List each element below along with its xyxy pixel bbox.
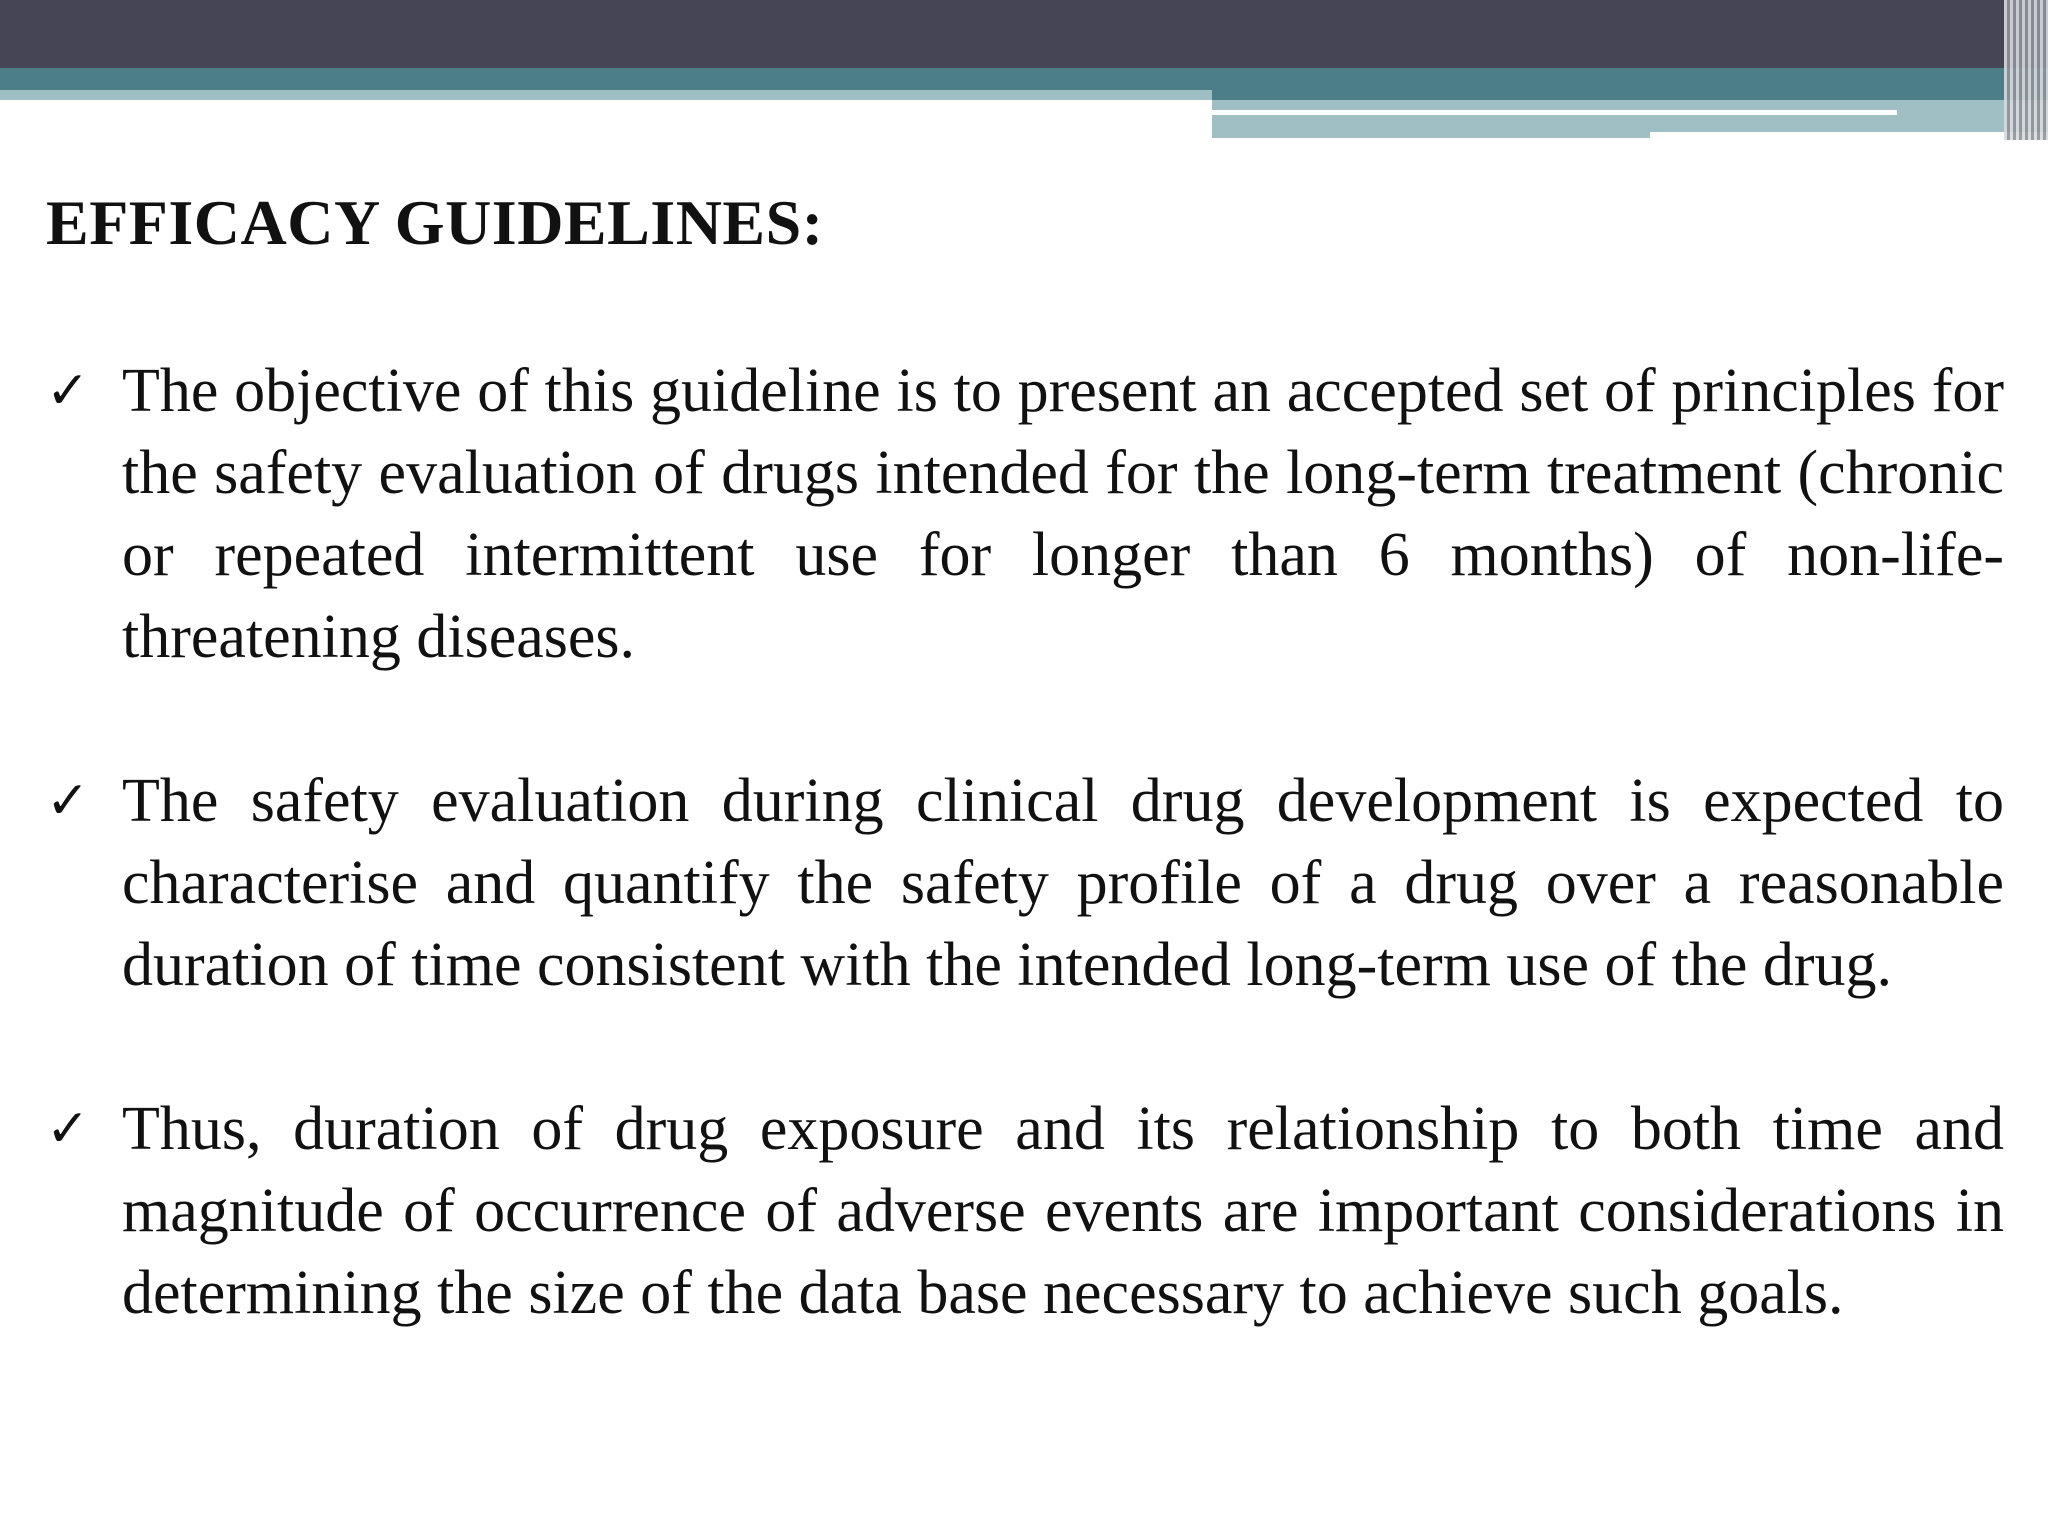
header-divider-line-short (1650, 132, 2048, 138)
bullet-item (46, 760, 2004, 1006)
header-band-dark (0, 0, 2048, 68)
check-icon: ✓ (46, 1099, 90, 1159)
header-divider-line (1212, 110, 1897, 115)
bullet-item (46, 1088, 2004, 1334)
slide-title: EFFICACY GUIDELINES: (46, 187, 824, 258)
check-icon: ✓ (46, 361, 90, 421)
check-icon: ✓ (46, 771, 90, 831)
bullet-text: Thus, duration of drug exposure and its relationship to both time and magnitude of occurrence of adverse events are important considerations in determining the size of the data base necessary to achieve such goals. (122, 1095, 2004, 1327)
header-band-teal (0, 68, 2048, 90)
bullet-text: The objective of this guideline is to present an accepted set of principles for the safety evaluation of drugs intended for the long-term treatment (chronic or repeated intermittent use for longer than 6 months) of non-life-threatening diseases. (122, 357, 2004, 671)
bullet-text: The safety evaluation during clinical drug development is expected to characterise and quantify the safety profile of a drug over a reasonable duration of time consistent with the intended long-term use of the drug. (122, 767, 2004, 999)
bullet-list (46, 350, 2006, 1416)
header-edge-stripes (2004, 0, 2048, 140)
bullet-item (46, 350, 2004, 678)
header-band-light-left (0, 90, 1212, 100)
header-band-teal-extension (1212, 90, 2048, 100)
